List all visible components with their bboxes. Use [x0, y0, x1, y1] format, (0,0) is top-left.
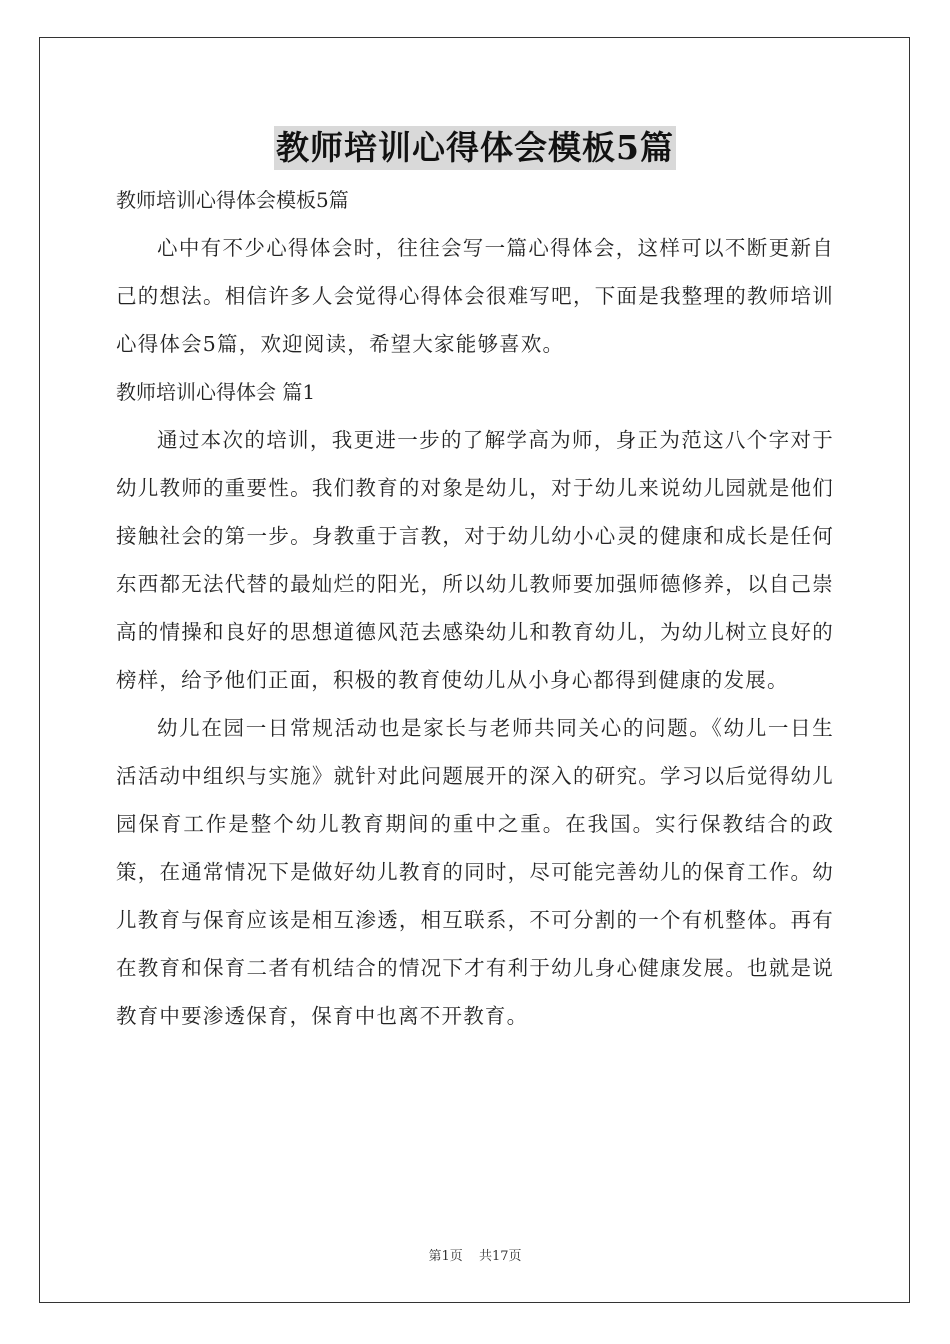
intro-paragraph: 心中有不少心得体会时，往往会写一篇心得体会，这样可以不断更新自己的想法。相信许多人会觉得心得体会很难写吧，下面是我整理的教师培训心得体会5篇，欢迎阅读，希望大家能够喜欢。: [116, 236, 834, 356]
section-heading: 教师培训心得体会 篇1: [116, 380, 316, 404]
title-container: [0, 126, 950, 170]
document-body: [116, 176, 834, 1040]
body-paragraph: 通过本次的培训，我更进一步的了解学高为师，身正为范这八个字对于幼儿教师的重要性。我们教育的对象是幼儿，对于幼儿来说幼儿园就是他们接触社会的第一步。身教重于言教，对于幼儿幼小心灵的健康和成长是任何东西都无法代替的最灿烂的阳光，所以幼儿教师要加强师德修养，以自己崇高的情操和良好的思想道德风范去感染幼儿和教育幼儿，为幼儿树立良好的榜样，给予他们正面，积极的教育使幼儿从小身心都得到健康的发展。: [116, 428, 834, 692]
page-total: 共17页: [478, 1249, 522, 1264]
page-number: 第1页: [428, 1249, 463, 1264]
page-footer: [0, 1245, 950, 1264]
body-paragraph: 幼儿在园一日常规活动也是家长与老师共同关心的问题。《幼儿一日生活活动中组织与实施》就针对此问题展开的深入的研究。学习以后觉得幼儿园保育工作是整个幼儿教育期间的重中之重。在我国。实行保教结合的政策，在通常情况下是做好幼儿教育的同时，尽可能完善幼儿的保育工作。幼儿教育与保育应该是相互渗透，相互联系，不可分割的一个有机整体。再有在教育和保育二者有机结合的情况下才有利于幼儿身心健康发展。也就是说教育中要渗透保育，保育中也离不开教育。: [116, 716, 834, 1028]
document-subtitle: 教师培训心得体会模板5篇: [116, 188, 349, 212]
document-title: 教师培训心得体会模板5篇: [274, 126, 676, 170]
